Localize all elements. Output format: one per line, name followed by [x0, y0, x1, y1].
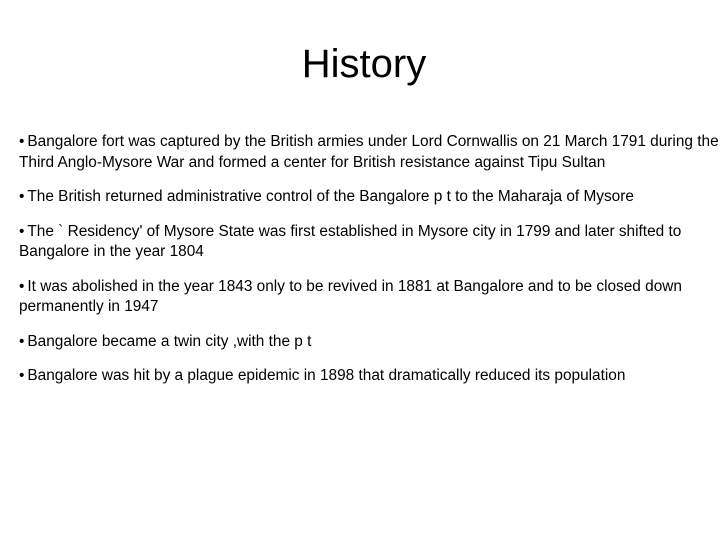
- bullet-icon: •: [19, 222, 25, 240]
- bullet-item: [19, 366, 719, 387]
- bullet-icon: •: [19, 332, 25, 350]
- bullet-icon: •: [19, 133, 25, 150]
- bullet-text: The ` Residency' of Mysore State was first established in Mysore city in 1799 and later shifted to Bangalore in the year 1804: [19, 222, 682, 260]
- bullet-icon: •: [19, 367, 25, 384]
- bullet-text: Bangalore fort was captured by the British armies under Lord Cornwallis on 21 March 1791 during the Third Anglo-Mysore War and formed a center for British resistance against Tipu Sultan: [19, 133, 719, 171]
- bullet-item: [19, 332, 719, 353]
- bullet-item: [19, 132, 719, 173]
- bullet-text: The British returned administrative control of the Bangalore p t to the Maharaja of Mysore: [27, 188, 634, 205]
- bullet-icon: •: [19, 277, 25, 295]
- bullet-item: [19, 222, 719, 263]
- bullet-text: Bangalore became a twin city ,with the p t: [27, 332, 312, 350]
- bullet-item: [19, 187, 719, 208]
- bullet-text: It was abolished in the year 1843 only to be revived in 1881 at Bangalore and to be closed down permanently in 1947: [19, 277, 682, 315]
- bullet-list: [19, 132, 719, 401]
- slide-title: History: [301, 42, 427, 86]
- bullet-icon: •: [19, 188, 25, 205]
- bullet-text: Bangalore was hit by a plague epidemic in 1898 that dramatically reduced its population: [27, 367, 626, 384]
- bullet-item: [19, 277, 719, 318]
